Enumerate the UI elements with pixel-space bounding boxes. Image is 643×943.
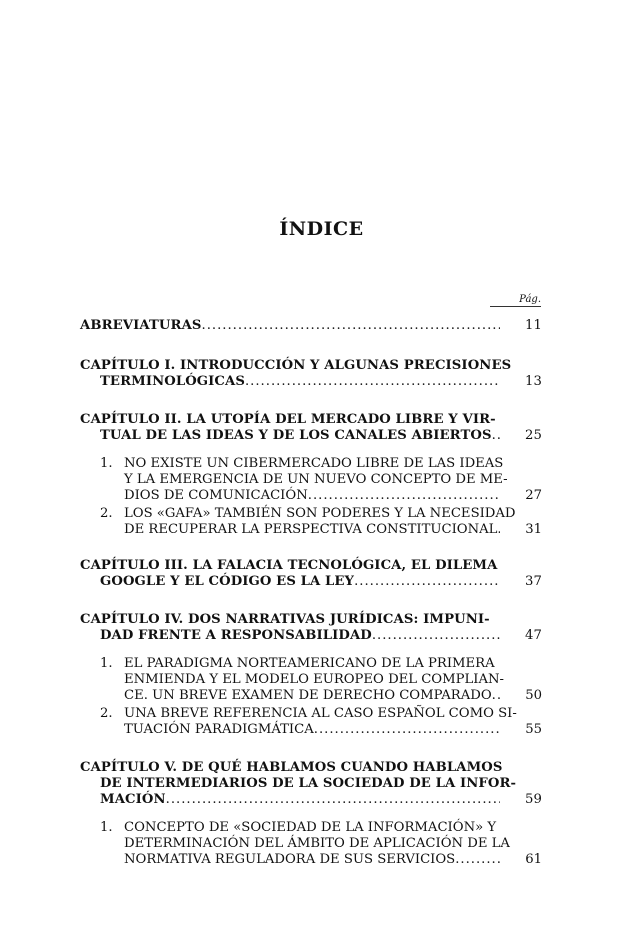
toc-entry-text: ABREVIATURAS <box>80 318 202 333</box>
toc-entry-text: MACIÓN <box>100 792 166 807</box>
toc-entry-line <box>80 472 542 488</box>
toc-entry-text: NO EXISTE UN CIBERMERCADO LIBRE DE LAS IDEAS <box>124 456 504 471</box>
toc-chapter-entry[interactable] <box>80 318 542 334</box>
toc-chapter-entry[interactable] <box>80 412 542 444</box>
leader-dots <box>497 522 500 538</box>
toc-entry-line <box>80 776 542 792</box>
leader-dots <box>314 722 500 738</box>
toc-entry-text: DE INTERMEDIARIOS DE LA SOCIEDAD DE LA INFOR- <box>100 776 517 791</box>
toc-section-entry[interactable] <box>80 506 542 538</box>
leader-dots <box>492 688 500 704</box>
toc-entry-line <box>80 412 542 428</box>
leader-dots <box>166 792 500 808</box>
toc-entry-text: TUACIÓN PARADIGMÁTICA <box>124 722 314 737</box>
toc-page-number: 50 <box>525 688 542 703</box>
toc-entry-line <box>80 456 542 472</box>
toc-entry-text: CAPÍTULO III. LA FALACIA TECNOLÓGICA, EL DILEMA <box>80 558 498 573</box>
section-number: 1. <box>100 820 113 835</box>
toc-entry-text: GOOGLE Y EL CÓDIGO ES LA LEY <box>100 574 355 589</box>
page-title: ÍNDICE <box>279 218 364 240</box>
toc-page-number: 11 <box>525 318 542 333</box>
toc-entry-line <box>80 656 542 672</box>
toc-entry-line <box>80 836 542 852</box>
toc-page-number: 13 <box>525 374 542 389</box>
leader-dots <box>308 488 500 504</box>
toc-entry-text: CE. UN BREVE EXAMEN DE DERECHO COMPARADO <box>124 688 492 703</box>
leader-dots <box>354 574 500 590</box>
toc-entry-text: CONCEPTO DE «SOCIEDAD DE LA INFORMACIÓN» Y <box>124 820 497 835</box>
toc-entry-line <box>80 612 542 628</box>
toc-entry-line <box>80 722 542 738</box>
toc-entry-text: DAD FRENTE A RESPONSABILIDAD <box>100 628 372 643</box>
leader-dots <box>202 318 500 334</box>
toc-page-number: 59 <box>525 792 542 807</box>
toc-entry-line <box>80 574 542 590</box>
toc-section-entry[interactable] <box>80 706 542 738</box>
toc-entry-line <box>80 374 542 390</box>
toc-entry-line <box>80 706 542 722</box>
leader-dots <box>492 428 500 444</box>
toc-section-entry[interactable] <box>80 656 542 704</box>
toc-chapter-entry[interactable] <box>80 558 542 590</box>
toc-entry-line <box>80 522 542 538</box>
toc-entry-text: NORMATIVA REGULADORA DE SUS SERVICIOS <box>124 852 456 867</box>
toc-entry-text: CAPÍTULO I. INTRODUCCIÓN Y ALGUNAS PRECISIONES <box>80 358 512 373</box>
toc-entry-text: Y LA EMERGENCIA DE UN NUEVO CONCEPTO DE ME- <box>124 472 508 487</box>
toc-page-number: 25 <box>525 428 542 443</box>
toc-entry-text: CAPÍTULO V. DE QUÉ HABLAMOS CUANDO HABLAMOS <box>80 760 503 775</box>
toc-entry-line <box>80 852 542 868</box>
leader-dots <box>245 374 500 390</box>
toc-page-number: 55 <box>525 722 542 737</box>
toc-entry-text: DE RECUPERAR LA PERSPECTIVA CONSTITUCIONAL <box>124 522 498 537</box>
toc-page-number: 61 <box>525 852 542 867</box>
section-number: 2. <box>100 706 113 721</box>
section-number: 1. <box>100 456 113 471</box>
toc-entry-line <box>80 760 542 776</box>
toc-entry-text: EL PARADIGMA NORTEAMERICANO DE LA PRIMERA <box>124 656 495 671</box>
toc-entry-text: CAPÍTULO IV. DOS NARRATIVAS JURÍDICAS: IMPUNI- <box>80 612 490 627</box>
toc-entry-line <box>80 428 542 444</box>
leader-dots <box>372 628 500 644</box>
toc-entry-line <box>80 628 542 644</box>
toc-entry-line <box>80 688 542 704</box>
toc-entry-line <box>80 792 542 808</box>
toc-entry-text: DIOS DE COMUNICACIÓN <box>124 488 308 503</box>
toc-entry-text: ENMIENDA Y EL MODELO EUROPEO DEL COMPLIAN- <box>124 672 504 687</box>
section-number: 1. <box>100 656 113 671</box>
toc-page-number: 31 <box>525 522 542 537</box>
toc-section-entry[interactable] <box>80 456 542 504</box>
toc-chapter-entry[interactable] <box>80 612 542 644</box>
toc-chapter-entry[interactable] <box>80 760 542 808</box>
toc-entry-text: UNA BREVE REFERENCIA AL CASO ESPAÑOL COMO SI- <box>124 706 517 721</box>
toc-page-number: 37 <box>525 574 542 589</box>
toc-entry-line <box>80 318 542 334</box>
toc-entry-text: CAPÍTULO II. LA UTOPÍA DEL MERCADO LIBRE Y VIR- <box>80 412 496 427</box>
toc-section-entry[interactable] <box>80 820 542 868</box>
toc-entry-line <box>80 506 542 522</box>
toc-entry-line <box>80 672 542 688</box>
toc-entry-line <box>80 558 542 574</box>
toc-chapter-entry[interactable] <box>80 358 542 390</box>
toc-entry-text: TERMINOLÓGICAS <box>100 374 245 389</box>
toc-page-number: 47 <box>525 628 542 643</box>
toc-entry-line <box>80 820 542 836</box>
toc-entry-text: TUAL DE LAS IDEAS Y DE LOS CANALES ABIERTOS <box>100 428 492 443</box>
toc-entry-line <box>80 488 542 504</box>
toc-entry-text: LOS «GAFA» TAMBIÉN SON PODERES Y LA NECESIDAD <box>124 506 516 521</box>
toc-entry-line <box>80 358 542 374</box>
toc-page-number: 27 <box>525 488 542 503</box>
toc-entry-text: DETERMINACIÓN DEL ÁMBITO DE APLICACIÓN DE LA <box>124 836 510 851</box>
leader-dots <box>455 852 500 868</box>
section-number: 2. <box>100 506 113 521</box>
page-column-label: Pág. <box>490 294 541 307</box>
